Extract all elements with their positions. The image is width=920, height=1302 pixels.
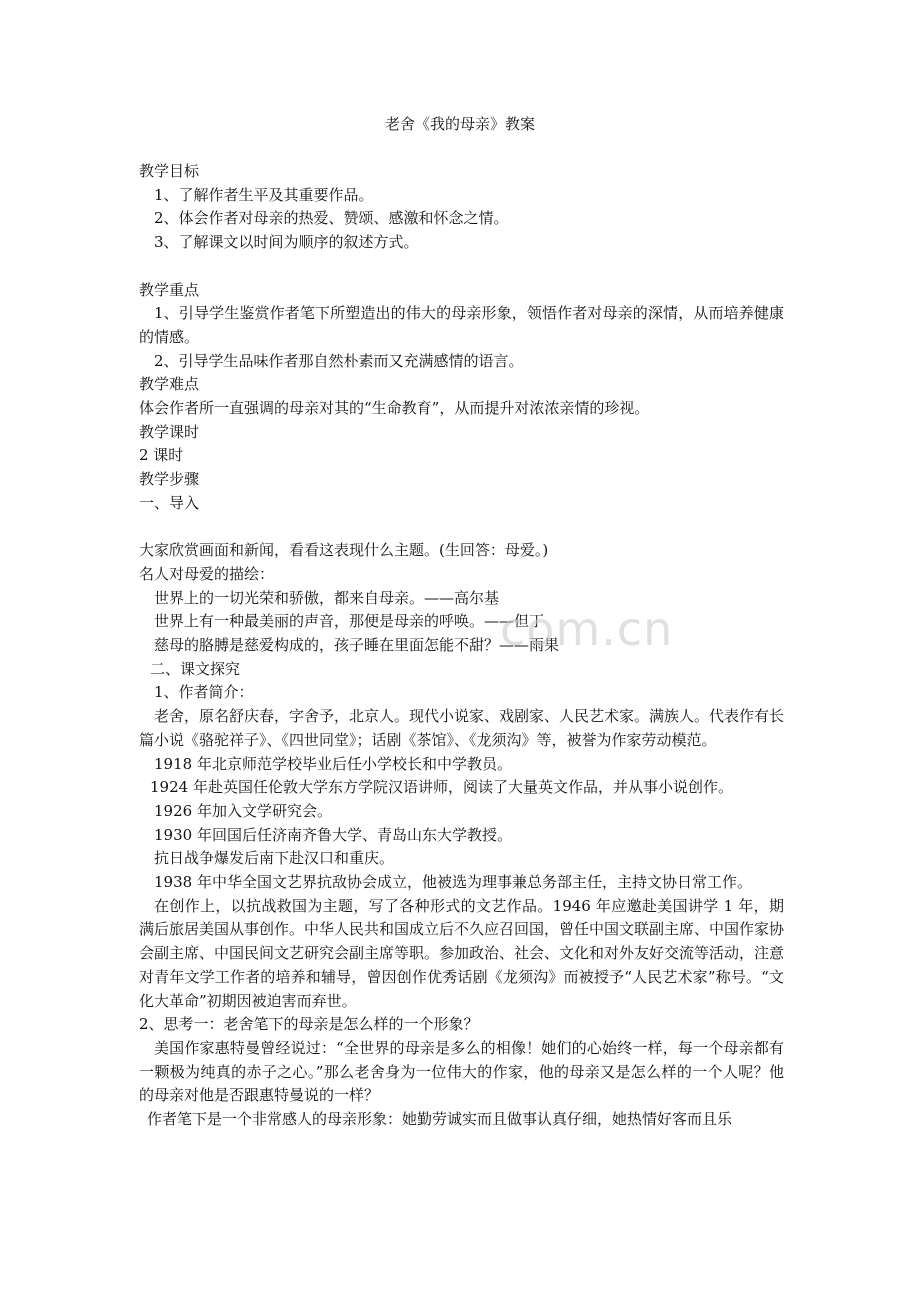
watermark: com.cn <box>500 602 674 656</box>
author-bio: 老舍，原名舒庆春，字舍予，北京人。现代小说家、戏剧家、人民艺术家。满族人。代表作有长篇小说《骆驼祥子》、《四世同堂》；话剧《茶馆》、《龙须沟》等，被誉为作家劳动模范。 <box>139 707 785 749</box>
mother-image-paragraph: 作者笔下是一个非常感人的母亲形象：她勤劳诚实而且做事认真仔细，她热情好客而且乐 <box>147 1110 733 1129</box>
timeline-item: 1918 年北京师范学校毕业后任小学校长和中学教员。 <box>154 754 512 773</box>
heading-steps: 教学步骤 <box>139 470 200 489</box>
difficulty-text: 体会作者所一直强调的母亲对其的“生命教育”，从而提升对浓浓亲情的珍视。 <box>139 399 650 418</box>
quote-line: 世界上的一切光荣和骄傲，都来自母亲。——高尔基 <box>154 588 500 607</box>
blank-line <box>139 516 784 540</box>
key-point-item: 1、引导学生鉴赏作者笔下所塑造出的伟大的母亲形象，领悟作者对母亲的深情，从而培养健康的情感。 <box>139 304 784 346</box>
timeline-item: 1930 年回国后任济南齐鲁大学、青岛山东大学教授。 <box>154 825 512 844</box>
creation-paragraph: 在创作上，以抗战救国为主题，写了各种形式的文艺作品。1946 年应邀赴美国讲学 1 年，期满后旅居美国从事创作。中华人民共和国成立后不久应召回国，曾任中国文联副主席、中国作家协会副主席、中国民间文艺研究会副主席等职。参加政治、社会、文化和对外友好交流等活动，注意对青年文学工作者的培养和辅导，曾因创作优秀话剧《龙须沟》而被授予“人民艺术家”称号。“文化大革命”初期因被迫害而弃世。 <box>139 896 785 1010</box>
objective-item: 2、体会作者对母亲的热爱、赞颂、感激和怀念之情。 <box>154 209 509 228</box>
periods-text: 2 课时 <box>139 446 184 465</box>
section-exploration: 二、课文探究 <box>150 659 241 678</box>
whitman-paragraph: 美国作家惠特曼曾经说过：“全世界的母亲是多么的相像！她们的心始终一样，每一个母亲都有一颗极为纯真的赤子之心。”那么老舍身为一位伟大的作家，他的母亲又是怎么样的一个人呢？他的母亲对他是否跟惠特曼说的一样？ <box>139 1038 784 1105</box>
quote-line: 慈母的胳膊是慈爱构成的，孩子睡在里面怎能不甜？——雨果 <box>154 636 560 655</box>
objective-item: 1、了解作者生平及其重要作品。 <box>154 185 374 204</box>
timeline-item: 抗日战争爆发后南下赴汉口和重庆。 <box>154 849 395 868</box>
question-one: 2、思考一：老舍笔下的母亲是怎么样的一个形象？ <box>139 1015 479 1034</box>
timeline-item: 1926 年加入文学研究会。 <box>154 801 332 820</box>
heading-objectives: 教学目标 <box>139 162 200 180</box>
section-intro: 一、导入 <box>139 493 200 512</box>
blank-line <box>139 255 784 279</box>
subsection-author: 1、作者简介： <box>154 683 254 702</box>
heading-key-points: 教学重点 <box>139 280 200 299</box>
timeline-item: 1938 年中华全国文艺界抗敌协会成立，他被选为理事兼总务部主任，主持文协日常工作。 <box>154 873 752 892</box>
document-title: 老舍《我的母亲》教案 <box>384 115 535 133</box>
document-body <box>139 160 784 1132</box>
timeline-item: 1924 年赴英国任伦敦大学东方学院汉语讲师，阅读了大量英文作品，并从事小说创作。 <box>150 778 733 797</box>
heading-periods: 教学课时 <box>139 422 200 441</box>
quote-line: 世界上有一种最美丽的声音，那便是母亲的呼唤。——但丁 <box>154 612 545 631</box>
intro-text: 大家欣赏画面和新闻，看看这表现什么主题。(生回答：母爱。) <box>139 541 549 560</box>
key-point-item: 2、引导学生品味作者那自然朴素而又充满感情的语言。 <box>154 351 524 370</box>
heading-difficulty: 教学难点 <box>139 375 200 394</box>
quotes-label: 名人对母爱的描绘： <box>139 564 275 583</box>
objective-item: 3、了解课文以时间为顺序的叙述方式。 <box>154 233 419 252</box>
